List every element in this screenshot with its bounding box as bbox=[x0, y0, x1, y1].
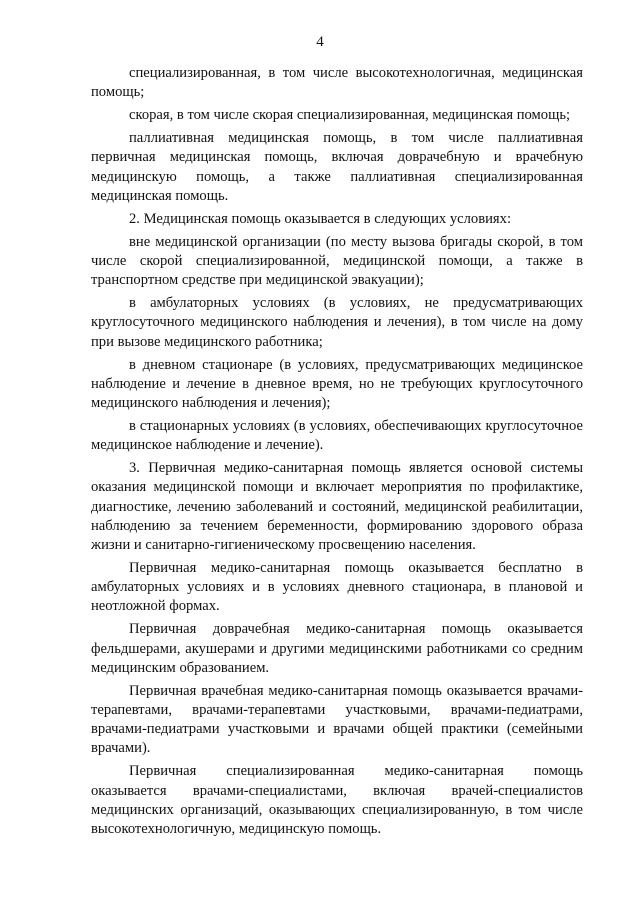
paragraph: Первичная медико-санитарная помощь оказывается бесплатно в амбулаторных условиях и в условиях дневного стационара, в плановой и неотложной формах. bbox=[91, 560, 583, 615]
paragraph: в дневном стационаре (в условиях, предусматривающих медицинское наблюдение и лечение в дневное время, но не требующих круглосуточного медицинского наблюдения и лечения); bbox=[91, 356, 583, 412]
paragraph: Первичная врачебная медико-санитарная помощь оказывается врачами-терапевтами, врачами-терапевтами участковыми, врачами-педиатрами, врачами-педиатрами участковыми и врачами общей практики (семейными врачами). bbox=[91, 682, 583, 757]
paragraph: вне медицинской организации (по месту вызова бригады скорой, в том числе скорой специализированной, медицинской помощи, а также в транспортном средстве при медицинской эвакуации); bbox=[91, 233, 583, 289]
document-body bbox=[91, 64, 583, 839]
paragraph: 3. Первичная медико-санитарная помощь является основой системы оказания медицинской помощи и включает мероприятия по профилактике, диагностике, лечению заболеваний и состояний, медицинской реабилитации, наблюдению за течением беременности, формированию здорового образа жизни и санитарно-гигиеническому просвещению населения. bbox=[91, 460, 583, 554]
paragraph: Первичная специализированная медико-санитарная помощь оказывается врачами-специалистами, включая врачей-специалистов медицинских организаций, оказывающих специализированную, в том числе высокотехнологичную, медицинскую помощь. bbox=[91, 763, 583, 838]
page-number: 4 bbox=[316, 34, 324, 50]
paragraph: паллиативная медицинская помощь, в том числе паллиативная первичная медицинская помощь, включая доврачебную и врачебную медицинскую помощь, а также паллиативная специализированная медицинская помощь. bbox=[91, 130, 583, 204]
paragraph: 2. Медицинская помощь оказывается в следующих условиях: bbox=[129, 210, 511, 227]
paragraph: в стационарных условиях (в условиях, обеспечивающих круглосуточное медицинское наблюдение и лечение). bbox=[91, 418, 583, 454]
paragraph: в амбулаторных условиях (в условиях, не предусматривающих круглосуточного медицинского наблюдения и лечения), в том числе на дому при вызове медицинского работника; bbox=[91, 295, 583, 350]
paragraph: специализированная, в том числе высокотехнологичная, медицинская помощь; bbox=[91, 65, 583, 101]
paragraph: Первичная доврачебная медико-санитарная помощь оказывается фельдшерами, акушерами и другими медицинскими работниками со средним медицинским образованием. bbox=[91, 621, 583, 676]
paragraph: скорая, в том числе скорая специализированная, медицинская помощь; bbox=[129, 107, 571, 124]
